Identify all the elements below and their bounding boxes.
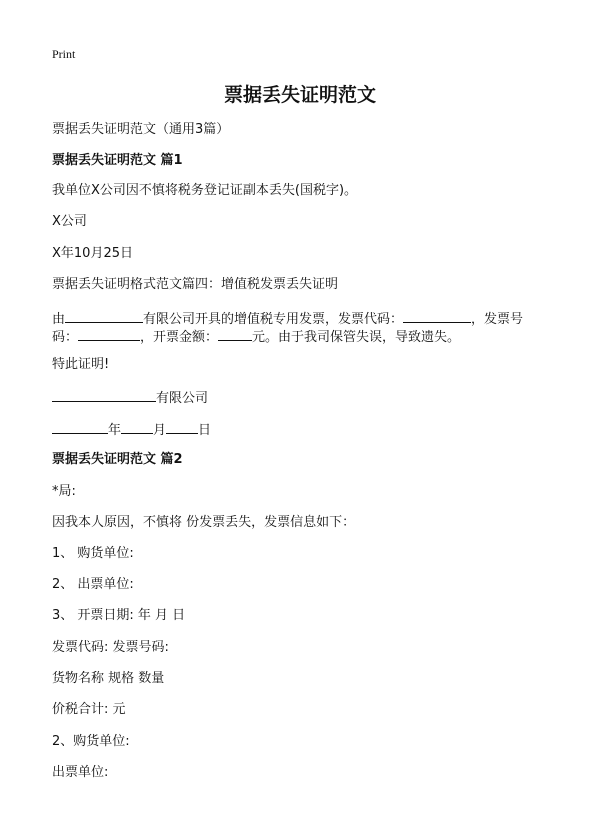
print-label: Print — [52, 47, 76, 61]
p3-prefix: 由 — [52, 312, 66, 327]
section1-company: X公司 — [52, 214, 87, 229]
blank-line — [403, 309, 471, 323]
blank-line — [166, 420, 198, 434]
section1-paragraph-4 — [52, 327, 460, 346]
date-day-label: 日 — [198, 423, 212, 438]
section2-item-1: 1、 购货单位: — [52, 546, 134, 561]
date-month-label: 月 — [153, 423, 167, 438]
signature-company: 有限公司 — [156, 391, 209, 406]
section2-issuer: 出票单位: — [52, 765, 109, 780]
section2-total: 价税合计: 元 — [52, 702, 126, 717]
section1-date-blanks — [52, 420, 211, 439]
section2-heading: 票据丢失证明范文 篇2 — [52, 452, 183, 467]
section1-signature — [52, 388, 208, 407]
section1-paragraph-1: 我单位X公司因不慎将税务登记证副本丢失(国税字)。 — [52, 183, 358, 198]
blank-line — [65, 309, 143, 323]
p3-suffix: ，发票号 — [471, 312, 524, 327]
p4-suffix: 元。由于我司保管失误，导致遗失。 — [252, 330, 461, 345]
section2-item-2: 2、 出票单位: — [52, 577, 134, 592]
section2-item-3: 3、 开票日期: 年 月 日 — [52, 608, 186, 623]
date-year-label: 年 — [108, 423, 122, 438]
section1-paragraph-2: 票据丢失证明格式范文篇四：增值税发票丢失证明 — [52, 277, 339, 292]
section2-codes: 发票代码: 发票号码: — [52, 640, 169, 655]
blank-line — [121, 420, 153, 434]
p3-middle: 有限公司开具的增值税专用发票，发票代码： — [143, 312, 404, 327]
section1-heading: 票据丢失证明范文 篇1 — [52, 153, 183, 168]
intro-line: 票据丢失证明范文（通用3篇） — [52, 122, 230, 137]
section1-special: 特此证明! — [52, 357, 110, 372]
p4-prefix: 码： — [52, 330, 79, 345]
section2-bureau: *局: — [52, 484, 76, 499]
blank-line — [78, 327, 140, 341]
section2-item-2b: 2、购货单位: — [52, 734, 130, 749]
section1-paragraph-3 — [52, 309, 523, 328]
p4-middle: ，开票金额： — [140, 330, 219, 345]
section2-paragraph-1: 因我本人原因，不慎将 份发票丢失，发票信息如下： — [52, 515, 356, 530]
page-title: 票据丢失证明范文 — [223, 84, 376, 106]
section2-goods: 货物名称 规格 数量 — [52, 671, 165, 686]
blank-line — [218, 327, 252, 341]
blank-line — [52, 388, 156, 402]
section1-date: X年10月25日 — [52, 246, 133, 261]
blank-line — [52, 420, 108, 434]
